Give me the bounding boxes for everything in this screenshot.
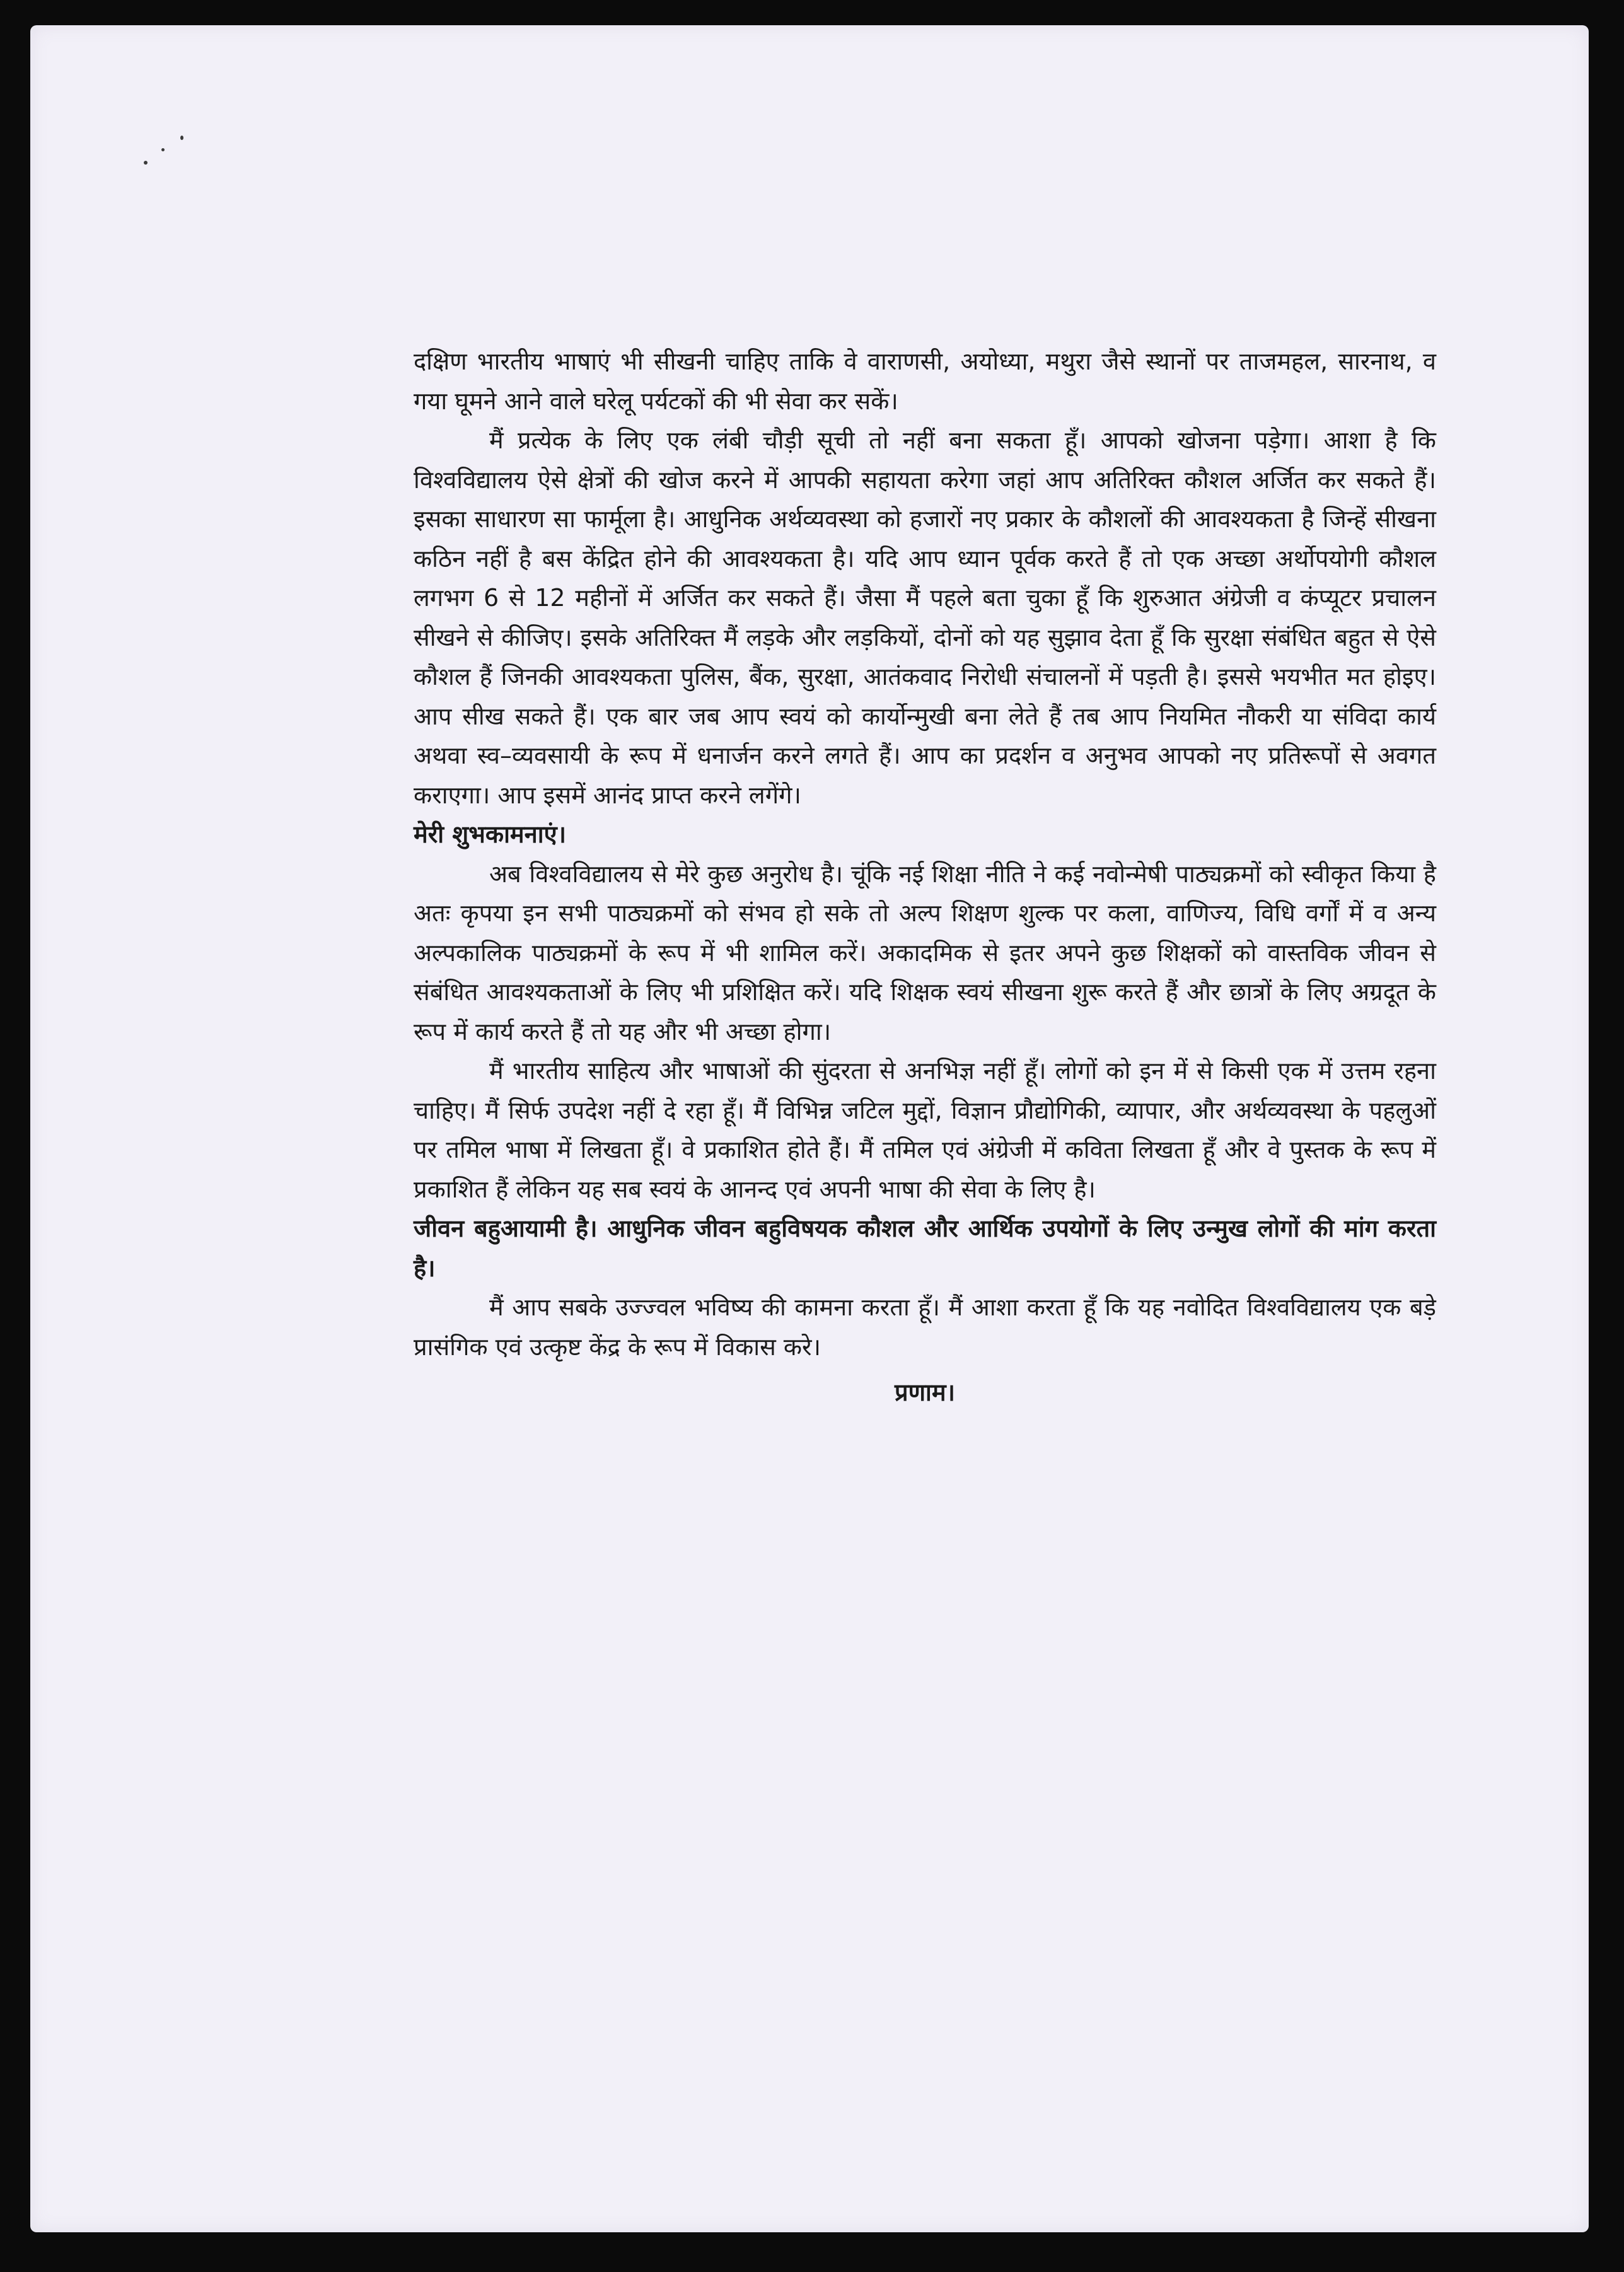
paragraph-literature: मैं भारतीय साहित्य और भाषाओं की सुंदरता से अनभिज्ञ नहीं हूँ। लोगों को इन में से किसी एक में उत्तम रहना चाहिए। मैं सिर्फ उपदेश नहीं दे रहा हूँ। मैं विभिन्न जटिल मुद्दों, विज्ञान प्रौद्योगिकी, व्यापार, और अर्थव्यवस्था के पहलुओं पर तमिल भाषा में लिखता हूँ। वे प्रकाशित होते हैं। मैं तमिल एवं अंग्रेजी में कविता लिखता हूँ और वे पुस्तक के रूप में प्रकाशित हैं लेकिन यह सब स्वयं के आनन्द एवं अपनी भाषा की सेवा के लिए है। — [414, 1057, 1436, 1203]
paper-sheet — [30, 25, 1589, 2232]
paragraph-university-requests: अब विश्वविद्यालय से मेरे कुछ अनुरोध है। चूंकि नई शिक्षा नीति ने कई नवोन्मेषी पाठ्यक्रमों को स्वीकृत किया है अतः कृपया इन सभी पाठ्यक्रमों को संभव हो सके तो अल्प शिक्षण शुल्क पर कला, वाणिज्य, विधि वर्गों में व अन्य अल्पकालिक पाठ्यक्रमों के रूप में भी शामिल करें। अकादमिक से इतर अपने कुछ शिक्षकों को वास्तविक जीवन से संबंधित आवश्यकताओं के लिए भी प्रशिक्षित करें। यदि शिक्षक स्वयं सीखना शुरू करते हैं और छात्रों के लिए अग्रदूत के रूप में कार्य करते हैं तो यह और भी अच्छा होगा। — [414, 859, 1436, 1046]
paragraph-future-wishes: मैं आप सबके उज्ज्वल भविष्य की कामना करता हूँ। मैं आशा करता हूँ कि यह नवोदित विश्वविद्यालय एक बड़े प्रासंगिक एवं उत्कृष्ट केंद्र के रूप में विकास करे। — [414, 1293, 1436, 1361]
closing-salutation: प्रणाम। — [894, 1378, 956, 1406]
speck — [180, 136, 183, 140]
speck — [144, 161, 148, 165]
paragraph-best-wishes: मेरी शुभकामनाएं। — [414, 820, 566, 848]
paragraph-multidimensional-life: जीवन बहुआयामी है। आधुनिक जीवन बहुविषयक कौशल और आर्थिक उपयोगों के लिए उन्मुख लोगों की मांग करता है। — [414, 1215, 1436, 1282]
speck — [161, 148, 165, 151]
paragraph-skills: मैं प्रत्येक के लिए एक लंबी चौड़ी सूची तो नहीं बना सकता हूँ। आपको खोजना पड़ेगा। आशा है कि विश्वविद्यालय ऐसे क्षेत्रों की खोज करने में आपकी सहायता करेगा जहां आप अतिरिक्त कौशल अर्जित कर सकते हैं। इसका साधारण सा फार्मूला है। आधुनिक अर्थव्यवस्था को हजारों नए प्रकार के कौशलों की आवश्यकता है जिन्हें सीखना कठिन नहीं है बस केंद्रित होने की आवश्यकता है। यदि आप ध्यान पूर्वक करते हैं तो एक अच्छा अर्थोपयोगी कौशल लगभग 6 से 12 महीनों में अर्जित कर सकते हैं। जैसा मैं पहले बता चुका हूँ कि शुरुआत अंग्रेजी व कंप्यूटर प्रचालन सीखने से कीजिए। इसके अतिरिक्त मैं लड़के और लड़कियों, दोनों को यह सुझाव देता हूँ कि सुरक्षा संबंधित बहुत से ऐसे कौशल हैं जिनकी आवश्यकता पुलिस, बैंक, सुरक्षा, आतंकवाद निरोधी संचालनों में पड़ती है। इससे भयभीत मत होइए। आप सीख सकते हैं। एक बार जब आप स्वयं को कार्योन्मुखी बना लेते हैं तब आप नियमित नौकरी या संविदा कार्य अथवा स्व–व्यवसायी के रूप में धनार्जन करने लगते हैं। आप का प्रदर्शन व अनुभव आपको नए प्रतिरूपों से अवगत कराएगा। आप इसमें आनंद प्राप्त करने लगेंगे। — [414, 426, 1436, 809]
scan-specks — [106, 85, 270, 230]
paragraph-south-indian-languages: दक्षिण भारतीय भाषाएं भी सीखनी चाहिए ताकि वे वाराणसी, अयोध्या, मथुरा जैसे स्थानों पर ताजमहल, सारनाथ, व गया घूमने आने वाले घरेलू पर्यटकों की भी सेवा कर सकें। — [414, 347, 1436, 415]
letter-body — [414, 342, 1436, 1413]
